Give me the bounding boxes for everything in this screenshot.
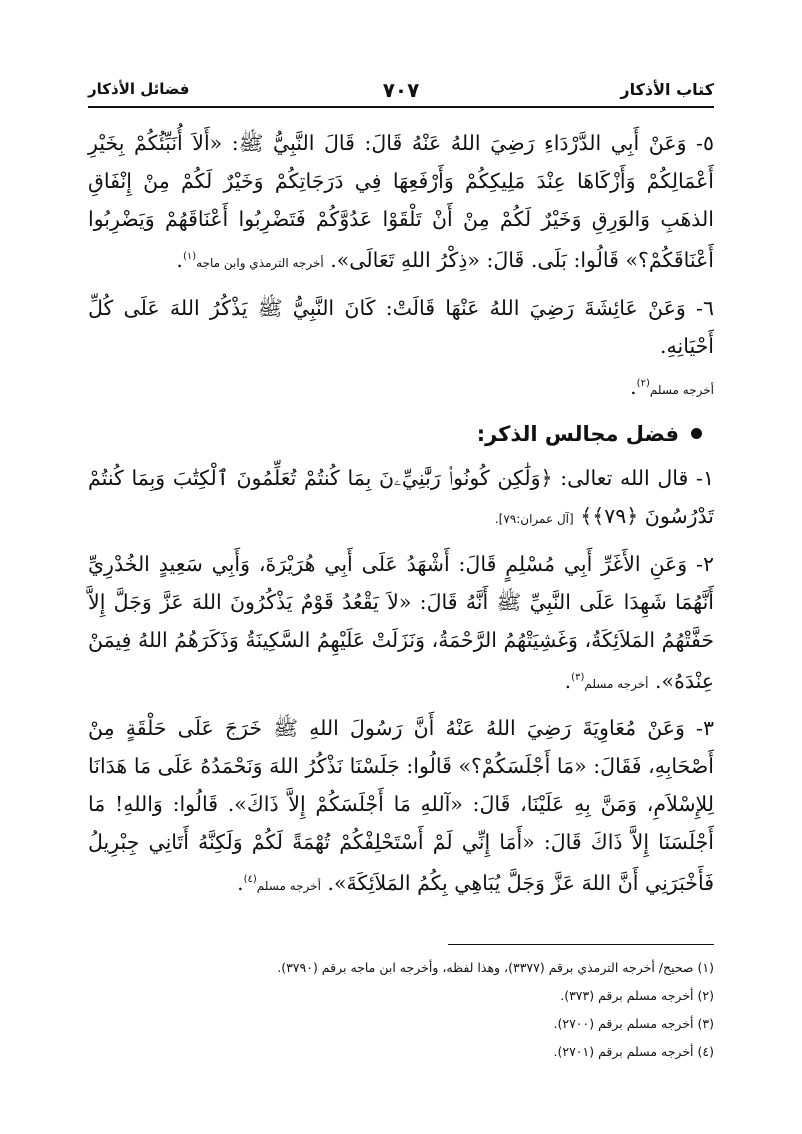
footnote-4: (٤) أخرجه مسلم برقم (٢٧٠١). — [553, 1044, 714, 1059]
footnotes — [88, 954, 714, 1066]
verse-text: ١- قال الله تعالى: ﴿وَلَٰكِن كُونُوا۟ رَبَّٰنِيِّۦنَ بِمَا كُنتُمْ تُعَلِّمُونَ ٱلْكِتَٰبَ وَبِمَا كُنتُمْ تَدْرُسُونَ ﴿٧٩﴾﴾ — [88, 465, 714, 528]
running-header — [88, 80, 714, 106]
verse-1 — [88, 459, 714, 538]
hadith-3: ٣- وَعَنْ مُعَاوِيَةَ رَضِيَ اللهُ عَنْهُ أَنَّ رَسُولَ اللهِ ﷺ خَرَجَ عَلَى حَلْقَةٍ مِنْ أَصْحَابِهِ، فَقَالَ: «مَا أَجْلَسَكُمْ؟» قَالُوا: جَلَسْنَا نَذْكُرُ اللهَ وَنَحْمَدُهُ عَلَى مَا هَدَانَا لِلإِسْلاَمِ، وَمَنَّ بِهِ عَلَيْنَا، قَالَ: «آللهِ مَا أَجْلَسَكُمْ إِلاَّ ذَاكَ». قَالُوا: وَاللهِ! مَا أَجْلَسَنَا إِلاَّ ذَاكَ قَالَ: «أَمَا إِنِّي لَمْ أَسْتَحْلِفْكُمْ تُهْمَةً لَكُمْ وَلَكِنَّهُ أَتَانِي جِبْرِيلُ فَأَخْبَرَنِي أَنَّ اللهَ عَزَّ وَجَلَّ يُبَاهِي بِكُمُ المَلاَئِكَةَ». أخرجه مسلم$^{(٤)}$. — [88, 716, 714, 896]
main-text — [88, 124, 714, 905]
hadith-6: ٦- وَعَنْ عَائِشَةَ رَضِيَ اللهُ عَنْهَا قَالَتْ: كَانَ النَّبِيُّ ﷺ يَذْكُرُ اللهَ عَلَى كُلِّ أَحْيَانِهِ. أخرجه مسلم$^{(٢)}$. — [88, 295, 714, 399]
bullet-icon — [691, 428, 702, 439]
hadith-source: أخرجه مسلم — [584, 676, 649, 691]
footnote-1: (١) صحيح/ أخرجه الترمذي برقم (٣٣٧٧)، وهذا لفظه، وأخرجه ابن ماجه برقم (٣٧٩٠). — [277, 960, 714, 975]
hadith-text: ٥- وَعَنْ أَبِي الدَّرْدَاءِ رَضِيَ اللهُ عَنْهُ قَالَ: قَالَ النَّبِيُّ ﷺ: «أَلاَ أُنَبِّئُكُمْ بِخَيْرِ أَعْمَالِكُمْ وَأَزْكَاهَا عِنْدَ مَلِيكِكُمْ وَأَرْفَعِهَا فِي دَرَجَاتِكُمْ وَخَيْرٌ لَكُمْ مِنْ إِنْفَاقِ الذهَبِ وَالوَرِقِ وَخَيْرٌ لَكُمْ مِنْ أَنْ تَلْقَوْا عَدُوَّكُمْ فَتَضْرِبُوا أَعْنَاقَهُمْ وَيَضْرِبُوا أَعْنَاقَكُمْ؟» قَالُوا: بَلَى. قَالَ: «ذِكْرُ اللهِ تَعَالَى». — [88, 131, 714, 272]
footnote-ref: (١) — [182, 251, 197, 262]
footnote-2: (٢) أخرجه مسلم برقم (٣٧٣). — [560, 988, 714, 1003]
footnote-ref: (٤) — [243, 874, 257, 886]
hadith-text: ٣- وَعَنْ مُعَاوِيَةَ رَضِيَ اللهُ عَنْهُ أَنَّ رَسُولَ اللهِ ﷺ خَرَجَ عَلَى حَلْقَةٍ مِنْ أَصْحَابِهِ، فَقَالَ: «مَا أَجْلَسَكُمْ؟» قَالُوا: جَلَسْنَا نَذْكُرُ اللهَ وَنَحْمَدُهُ عَلَى مَا هَدَانَا لِلإِسْلاَمِ، وَمَنَّ بِهِ عَلَيْنَا، قَالَ: «آللهِ مَا أَجْلَسَكُمْ إِلاَّ ذَاكَ». قَالُوا: وَاللهِ! مَا أَجْلَسَنَا إِلاَّ ذَاكَ قَالَ: «أَمَا إِنِّي لَمْ أَسْتَحْلِفْكُمْ تُهْمَةً لَكُمْ وَلَكِنَّهُ أَتَانِي جِبْرِيلُ فَأَخْبَرَنِي أَنَّ اللهَ عَزَّ وَجَلَّ يُبَاهِي بِكُمُ المَلاَئِكَةَ». — [88, 716, 714, 896]
hadith-source: أخرجه مسلم — [649, 382, 714, 397]
section-heading-text: فضل مجالس الذكر: — [476, 421, 679, 446]
section-heading — [88, 415, 714, 453]
page-number: ٧٠٧ — [382, 78, 420, 102]
hadith-source: أخرجه مسلم — [256, 879, 321, 894]
hadith-text: ٦- وَعَنْ عَائِشَةَ رَضِيَ اللهُ عَنْهَا قَالَتْ: كَانَ النَّبِيُّ ﷺ يَذْكُرُ اللهَ عَلَى كُلِّ أَحْيَانِهِ. — [88, 295, 714, 358]
footnote-ref: (٣) — [571, 671, 585, 683]
footnote-3: (٣) أخرجه مسلم برقم (٢٧٠٠). — [553, 1016, 714, 1031]
hadith-2: ٢- وَعَنِ الأَغَرِّ أَبِي مُسْلِمٍ قَالَ: أَشْهَدُ عَلَى أَبِي هُرَيْرَةَ، وَأَبِي سَعِيدٍ الخُدْرِيِّ أَنَّهُمَا شَهِدَا عَلَى النَّبِيِّ ﷺ أَنَّهُ قَالَ: «لاَ يَقْعُدُ قَوْمٌ يَذْكُرُونَ اللهَ عَزَّ وَجَلَّ إِلاَّ حَفَّتْهُمُ المَلاَئِكَةُ، وَغَشِيَتْهُمُ الرَّحْمَةُ، وَنَزَلَتْ عَلَيْهِمُ السَّكِينَةُ وَذَكَرَهُمُ اللهُ فِيمَنْ عِنْدَهُ». أخرجه مسلم$^{(٣)}$. — [88, 551, 714, 693]
hadith-source: أخرجه الترمذي وابن ماجه — [196, 255, 324, 270]
hadith-text: ٢- وَعَنِ الأَغَرِّ أَبِي مُسْلِمٍ قَالَ: أَشْهَدُ عَلَى أَبِي هُرَيْرَةَ، وَأَبِي سَعِيدٍ الخُدْرِيِّ أَنَّهُمَا شَهِدَا عَلَى النَّبِيِّ ﷺ أَنَّهُ قَالَ: «لاَ يَقْعُدُ قَوْمٌ يَذْكُرُونَ اللهَ عَزَّ وَجَلَّ إِلاَّ حَفَّتْهُمُ المَلاَئِكَةُ، وَغَشِيَتْهُمُ الرَّحْمَةُ، وَنَزَلَتْ عَلَيْهِمُ السَّكِينَةُ وَذَكَرَهُمُ اللهُ فِيمَنْ عِنْدَهُ». — [88, 551, 714, 693]
footnote-separator — [448, 944, 714, 945]
hadith-5: ٥- وَعَنْ أَبِي الدَّرْدَاءِ رَضِيَ اللهُ عَنْهُ قَالَ: قَالَ النَّبِيُّ ﷺ: «أَلاَ أُنَبِّئُكُمْ بِخَيْرِ أَعْمَالِكُمْ وَأَزْكَاهَا عِنْدَ مَلِيكِكُمْ وَأَرْفَعِهَا فِي دَرَجَاتِكُمْ وَخَيْرٌ لَكُمْ مِنْ إِنْفَاقِ الذهَبِ وَالوَرِقِ وَخَيْرٌ لَكُمْ مِنْ أَنْ تَلْقَوْا عَدُوَّكُمْ فَتَضْرِبُوا أَعْنَاقَهُمْ وَيَضْرِبُوا أَعْنَاقَكُمْ؟» قَالُوا: بَلَى. قَالَ: «ذِكْرُ اللهِ تَعَالَى». أخرجه الترمذي وابن ماجه$^{(١)}$. — [88, 131, 714, 272]
verse-reference: [آل عمران:٧٩]. — [494, 511, 574, 526]
footnote-ref: (٢) — [636, 377, 650, 389]
section-title: فضائل الأذكار — [88, 80, 190, 98]
header-rule — [88, 106, 714, 108]
book-title: كتاب الأذكار — [620, 80, 714, 99]
